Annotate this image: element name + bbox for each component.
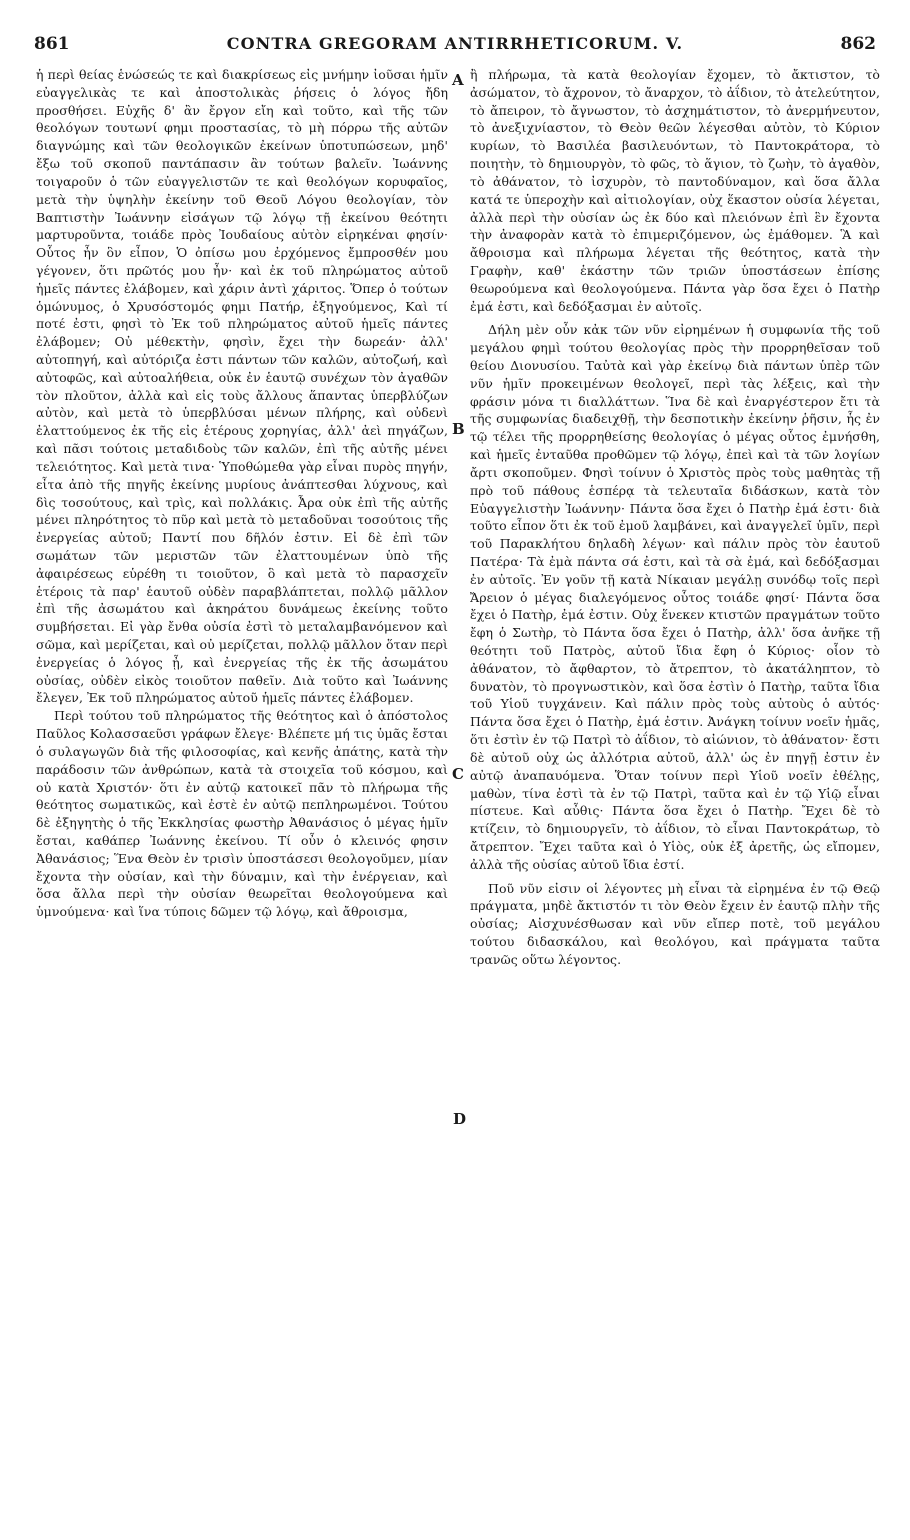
running-title: CONTRA GREGORAM ANTIRRHETICORUM. V. [226, 34, 684, 53]
margin-marker-c: C [452, 765, 464, 783]
margin-marker-a: A [452, 71, 464, 89]
paragraph: ἡ περὶ θείας ἑνώσεώς τε καὶ διακρίσεως εἰς μνήμην ἰοῦσαι ἡμῖν εὐαγγελικὰς τε καὶ ἀποστολικὰς ῥήσεις ὁ λόγος ἤδη προσθήσει. Εὐχῆς δ' ἂν ἔργον εἴη καὶ τοῦτο, καὶ τῆς τῶν θεολόγων τουτωνί φημι προστασίας, τὸ μὴ πόρρω τῆς αὐτῶν διαγνώμης καὶ τῶν θεολογικῶν ἐκείνων ὑποτυπώσεων, μηδ' ἔξω τοῦ σκοποῦ παντάπασιν ἂν τούτων βαλεῖν. Ἰωάννης τοιγαροῦν ὁ τῶν εὐαγγελιστῶν τε καὶ θεολόγων κορυφαῖος, μετὰ τὴν ὑψηλὴν ἐκείνην τοῦ Θεοῦ Λόγου θεολογίαν, τὸν Βαπτιστὴν Ἰωάννην εἰσάγων τῷ λόγῳ τῇ ἐκείνου θεότητι μαρτυροῦντα, τοιάδε πρὸς Ἰουδαίους αὐτὸν εἰρηκέναι φησίν· Οὗτος ἦν ὃν εἶπον, Ὁ ὀπίσω μου ἐρχόμενος ἔμπροσθέν μου γέγονεν, ὅτι πρῶτός μου ἦν· καὶ ἐκ τοῦ πληρώματος αὐτοῦ ἡμεῖς πάντες ἐλάβομεν, καὶ χάριν ἀντὶ χάριτος. Ὅπερ ὁ τούτων ὁμώνυμος, ὁ Χρυσόστομός φημι Πατήρ, ἐξηγούμενος, Καὶ τί ποτέ ἐστι, φησὶ τὸ Ἐκ τοῦ πληρώματος αὐτοῦ ἡμεῖς πάντες ἐλάβομεν; Οὐ μέθεκτὴν, φησὶν, ἔχει τὴν δωρεάν· ἀλλ' αὐτοπηγή, καὶ αὐτόριζα ἐστι πάντων τῶν καλῶν, αὐτοζωή, καὶ αὐτοφῶς, καὶ αὐτοαλήθεια, οὐκ ἐν ἑαυτῷ συνέχων τὸν ἀγαθῶν τὸν πλοῦτον, ἀλλὰ καὶ εἰς τοὺς ἄλλους ἅπαντας ὑπερβλύζων αὐτὸν, καὶ μετὰ τὸ ὑπερβλύσαι μένων πλήρης, καὶ οὐδενὶ ἐλαττούμενος ἐκ τῆς εἰς ἑτέρους χορηγίας, ἀλλ' ἀεὶ πηγάζων, καὶ πᾶσι τούτοις μεταδιδοὺς τῶν καλῶν, ἐπὶ τῆς αὐτῆς μένει τελειότητος. Καὶ μετὰ τινα· Ὑποθώμεθα γὰρ εἶναι πυρὸς πηγήν, εἶτα ἀπὸ τῆς πηγῆς ἐκείνης μυρίους ἀνάπτεσθαι λύχνους, καὶ δὶς τοσούτους, καὶ τρὶς, καὶ πολλάκις. Ἆρα οὐκ ἐπὶ τῆς αὐτῆς μένει πληρότητος τὸ πῦρ καὶ μετὰ τὸ μεταδοῦναι τοσούτοις τῆς ἐνεργείας αὐτοῦ; Παντί που δῆλόν ἐστιν. Εἰ δὲ ἐπὶ τῶν σωμάτων τῶν μεριστῶν τῶν ἐλαττουμένων ὑπὸ τῆς ἀφαιρέσεως εὑρέθη τι τοιοῦτον, ὃ καὶ μετὰ τὸ παρασχεῖν ἑτέροις τὰ παρ' ἑαυτοῦ οὐδὲν παραβλάπτεται, πολλῷ μᾶλλον ἐπὶ τῆς ἀσωμάτου καὶ ἀκηράτου δυνάμεως ἐκείνης τοῦτο συμβήσεται. Εἰ γὰρ ἔνθα οὐσία ἐστὶ τὸ μεταλαμβανόμενον καὶ σῶμα, καὶ μερίζεται, καὶ οὐ μερίζεται, πολλῷ μᾶλλον ὅταν περὶ ἐνεργείας ὁ λόγος ᾖ, καὶ ἐνεργείας τῆς ἐκ τῆς ἀσωμάτου οὐσίας, οὐδὲν εἰκὸς τοιοῦτον παθεῖν. Διὰ τοῦτο καὶ Ἰωάννης ἔλεγεν, Ἐκ τοῦ πληρώματος αὐτοῦ ἡμεῖς πάντες ἐλάβομεν. [36, 67, 448, 706]
paragraph: Ποῦ νῦν εἰσιν οἱ λέγοντες μὴ εἶναι τὰ εἰρημένα ἐν τῷ Θεῷ πράγματα, μηδὲ ἄκτιστόν τι τὸν Θεὸν ἔχειν ἐν ἑαυτῷ πλὴν τῆς οὐσίας; Αἰσχυνέσθωσαν καὶ νῦν εἴπερ ποτὲ, τοῦ μεγάλου τούτου διδασκάλου, καὶ θεολόγου, καὶ πράγματα ταῦτα τρανῶς οὕτω λέγοντος. [470, 880, 880, 967]
left-column [36, 66, 448, 1518]
paragraph: ἢ πλήρωμα, τὰ κατὰ θεολογίαν ἔχομεν, τὸ ἄκτιστον, τὸ ἀσώματον, τὸ ἄχρονον, τὸ ἄναρχον, τὸ ἀΐδιον, τὸ ἀτελεύτητον, τὸ ἄπειρον, τὸ ἄγνωστον, τὸ ἀσχημάτιστον, τὸ ἀνερμήνευτον, τὸ ἀνεξιχνίαστον, τὸ Θεὸν θεῶν λέγεσθαι αὐτὸν, τὸ Κύριον κυρίων, τὸ Βασιλέα βασιλευόντων, τὸ Παντοκράτορα, τὸ ποιητὴν, τὸ δημιουργὸν, τὸ φῶς, τὸ ἅγιον, τὸ ζωὴν, τὸ ἀγαθὸν, τὸ ἀθάνατον, τὸ ἰσχυρὸν, τὸ παντοδύναμον, καὶ ὅσα ἄλλα κατά τε ὑπεροχὴν καὶ αἰτιολογίαν, οὐχ ἕκαστον οὐσία λέγεται, ἀλλὰ περὶ τὴν οὐσίαν ὡς ἐκ δύο καὶ πλειόνων ἐπὶ ἓν ἔχοντα τὴν ἀναφορὰν κατὰ τὸ ἐπιμεριζόμενον, ὡς ἐμάθομεν. Ἃ καὶ ἄθροισμα καὶ πλήρωμα λέγεται τῆς θεότητος, κατὰ τὴν Γραφὴν, καθ' ἑκάστην τῶν τριῶν ὑποστάσεων ἐπίσης θεωρούμενα καὶ θεολογούμενα. Πάντα γὰρ ὅσα ἔχει ὁ Πατὴρ ἐμά ἐστι, καὶ δεδόξασμαι ἐν αὐτοῖς. [470, 67, 880, 314]
margin-marker-d: D [453, 1110, 467, 1128]
page-number-right: 862 [840, 34, 876, 54]
paragraph: Περὶ τούτου τοῦ πληρώματος τῆς θεότητος καὶ ὁ ἀπόστολος Παῦλος Κολασσαεῦσι γράφων ἔλεγε· Βλέπετε μή τις ὑμᾶς ἔσται ὁ συλαγωγῶν διὰ τῆς φιλοσοφίας, καὶ κενῆς ἀπάτης, κατὰ τὴν παράδοσιν τῶν ἀνθρώπων, κατὰ τὰ στοιχεῖα τοῦ κόσμου, καὶ οὐ κατὰ Χριστόν· ὅτι ἐν αὐτῷ κατοικεῖ πᾶν τὸ πλήρωμα τῆς θεότητος σωματικῶς, καὶ ἐστὲ ἐν αὐτῷ πεπληρωμένοι. Τούτου δὲ ἐξηγητὴς ὁ τῆς Ἐκκλησίας φωστὴρ Ἀθανάσιος ὁ μέγας ἡμῖν ἔσται, καθάπερ Ἰωάννης ἐκείνου. Τί οὖν ὁ κλεινός φησιν Ἀθανάσιος; Ἕνα Θεὸν ἐν τρισὶν ὑποστάσεσι θεολογοῦμεν, μίαν ἔχοντα τὴν οὐσίαν, καὶ τὴν δύναμιν, καὶ τὴν ἐνέργειαν, καὶ ὅσα ἄλλα περὶ τὴν οὐσίαν θεωρεῖται θεολογούμενα καὶ ὑμνούμενα· καὶ ἵνα τύποις δῶμεν τῷ λόγῳ, καὶ ἄθροισμα, [36, 708, 448, 920]
running-header [34, 34, 876, 58]
margin-marker-b: B [452, 420, 465, 438]
right-column [470, 66, 880, 1518]
paragraph: Δήλη μὲν οὖν κἀκ τῶν νῦν εἰρημένων ἡ συμφωνία τῆς τοῦ μεγάλου φημὶ τούτου θεολογίας πρὸς τὴν προρρηθεῖσαν τοῦ θείου Διονυσίου. Ταὐτὰ καὶ γὰρ ἐκείνῳ διὰ πάντων ὑπὲρ τῶν νῦν ἡμῖν προκειμένων θεολογεῖ, περὶ τὰς λέξεις, καὶ τὴν φράσιν μόνα τι διαλλάττων. Ἵνα δὲ καὶ ἐναργέστερον ἔτι τὰ τῆς συμφωνίας διαδειχθῇ, τὴν δεσποτικὴν ἐκείνην ῥῆσιν, ἧς ἐν τῷ τέλει τῆς προρρηθείσης θεολογίας ὁ μέγας οὗτος ἐμνήσθη, καὶ ἡμεῖς ἐνταῦθα προθῶμεν τῷ λόγῳ, ἐπεὶ καὶ τὰ τῶν λογίων ἄρτι σκοποῦμεν. Φησὶ τοίνυν ὁ Χριστὸς πρὸς τοὺς μαθητὰς τῇ πρὸ τοῦ πάθους ἑσπέρᾳ τὰ τελευταῖα διδάσκων, κατὰ τὸν Εὐαγγελιστὴν Ἰωάννην· Πάντα ὅσα ἔχει ὁ Πατὴρ ἐμά ἐστι· διὰ τοῦτο εἶπον ὅτι ἐκ τοῦ ἐμοῦ λαμβάνει, καὶ ἀναγγελεῖ ὑμῖν, περὶ τοῦ Παρακλήτου δηλαδὴ λέγων· καὶ πάλιν πρὸς τὸν ἑαυτοῦ Πατέρα· Τὰ ἐμὰ πάντα σά ἐστι, καὶ τὰ σὰ ἐμά, καὶ δεδόξασμαι ἐν αὐτοῖς. Ἐν γοῦν τῇ κατὰ Νίκαιαν μεγάλῃ συνόδῳ τοῖς περὶ Ἄρειον ὁ μέγας διαλεγόμενος οὗτος τοιάδε φησί· Πάντα ὅσα ἔχει ὁ Πατὴρ, ἐμά ἐστιν. Οὐχ ἕνεκεν κτιστῶν πραγμάτων τοῦτο ἔφη ὁ Σωτὴρ, τὸ Πάντα ὅσα ἔχει ὁ Πατὴρ, ἀλλ' ὅσα ἀνῆκε τῇ θεότητι τοῦ Πατρὸς, αὐτοῦ ἴδια ἔφη ὁ Κύριος· οἷον τὸ ἀθάνατον, τὸ ἄφθαρτον, τὸ ἄτρεπτον, τὸ ἀκατάληπτον, τὸ δυνατὸν, τὸ προγνωστικὸν, καὶ ὅσα ἐστὶν ὁ Πατὴρ, ταῦτα ἴδια τοῦ Υἱοῦ τυγχάνειν. Καὶ πάλιν πρὸς τοὺς αὐτοὺς ὁ αὐτός· Πάντα ὅσα ἔχει ὁ Πατὴρ, ἐμά ἐστιν. Ἀνάγκη τοίνυν νοεῖν ἡμᾶς, ὅτι ἐστὶν ἐν τῷ Πατρὶ τὸ ἀΐδιον, τὸ αἰώνιον, τὸ ἀθάνατον· ἔστι δὲ αὐτοῦ οὐχ ὡς ἀλλότρια αὐτοῦ, ἀλλ' ὡς ἐν πηγῇ ἐστιν ἐν αὐτῷ ἀναπαυόμενα. Ὅταν τοίνυν περὶ Υἱοῦ νοεῖν ἐθέλῃς, μαθὼν, τίνα ἐστὶ τὰ ἐν τῷ Πατρὶ, ταῦτα καὶ ἐν τῷ Υἱῷ εἶναι πίστευε. Καὶ αὖθις· Πάντα ὅσα ἔχει ὁ Πατὴρ. Ἔχει δὲ τὸ κτίζειν, τὸ δημιουργεῖν, τὸ ἀΐδιον, τὸ εἶναι Παντοκράτωρ, τὸ ἄτρεπτον. Ἔχει ταῦτα καὶ ὁ Υἱὸς, οὐκ ἐξ ἀρετῆς, ὡς εἴπομεν, ἀλλὰ τῆς οὐσίας αὐτοῦ ἴδια ἐστί. [470, 322, 880, 872]
page-number-left: 861 [34, 34, 70, 54]
